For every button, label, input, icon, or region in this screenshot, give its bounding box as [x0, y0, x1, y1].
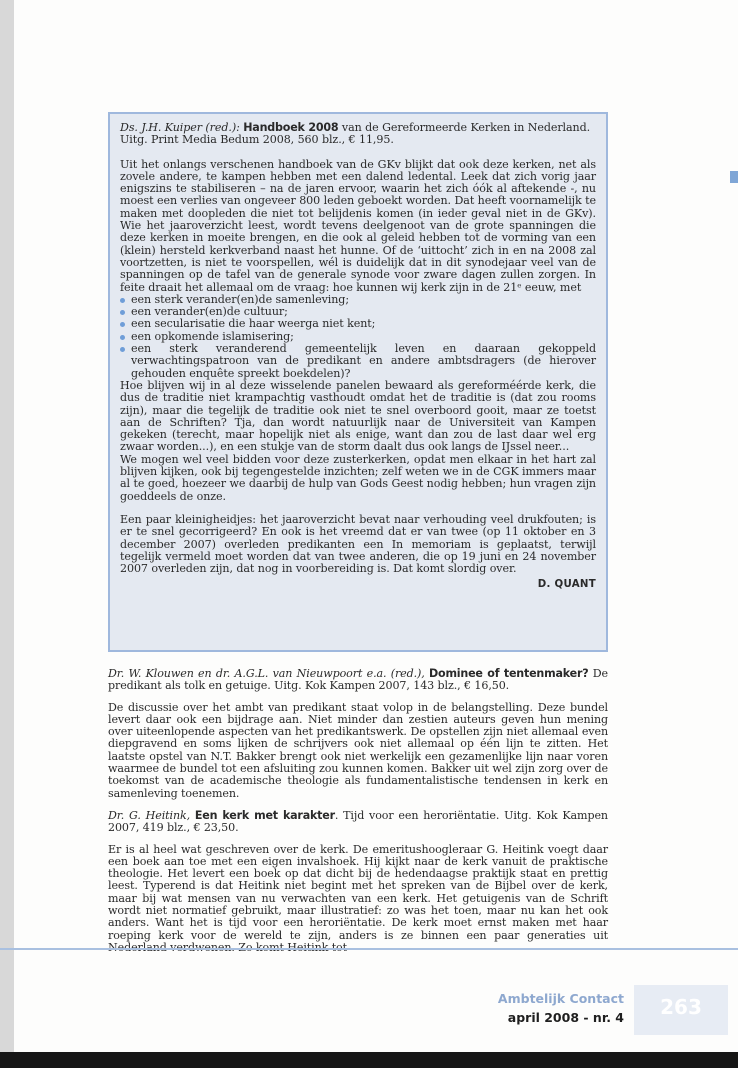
review-box-content: [120, 122, 596, 592]
footer-issue: april 2008 - nr. 4: [507, 1010, 624, 1025]
review2-citation: [108, 668, 608, 693]
review1-author: Ds. J.H. Kuiper (red.):: [120, 121, 240, 134]
bullet-item: een verander(en)de cultuur;: [120, 306, 596, 318]
section-tab-marker: [730, 171, 738, 183]
scan-edge: [0, 0, 14, 1068]
review3-title: Een kerk met karakter: [194, 808, 335, 822]
review1-title: Handboek 2008: [243, 121, 339, 134]
review1-paragraph-1: Uit het onlangs verschenen handboek van de GKv blijkt dat ook deze kerken, net als zovele andere, te kampen hebben met een dalend ledental. Leek dat zich vorig jaar enigszins te stabiliseren – na de jaren ervoor, waarin het zich óók al aftekende -, nu moest een verlies van ongeveer 800 leden geboekt worden. Dat heeft voornamelijk te maken met doopleden die niet tot belijdenis komen (in ieder geval niet in de GKv). Wie het jaaroverzicht leest, wordt tevens deelgenoot van de grote spanningen die deze kerken in moeite brengen, en die ook al geleid hebben tot de vorming van een (klein) hersteld kerkverband naast het hunne. Of de ‘uittocht’ zich in en na 2008 zal voortzetten, is niet te voorspellen, wél is duidelijk dat in dit synodejaar veel van de spanningen op de tafel van de generale synode voor zware dagen zullen zorgen. In feite draait het allemaal om de vraag: hoe kunnen wij kerk zijn in de 21ᵉ eeuw, met: [120, 157, 596, 294]
footer-rule: [0, 948, 738, 950]
review1-signature: D. QUANT: [537, 579, 596, 591]
bullet-item: een secularisatie die haar weerga niet kent;: [120, 318, 596, 330]
review1-paragraph-4: Een paar kleinigheidjes: het jaaroverzicht bevat naar verhouding veel drukfouten; is er te snel gecorrigeerd? En ook is het vreemd dat er van twee (op 11 oktober en 3 december 2007) overleden predikanten een In memoriam is geplaatst, terwijl tegelijk vermeld moet worden dat van twee anderen, die op 19 juni en 24 november 2007 overleden zijn, dat nog in voorbereiding is. Dat komt slordig over.: [120, 512, 596, 576]
review2-paragraph: De discussie over het ambt van predikant staat volop in de belangstelling. Deze bundel levert daar ook een bijdrage aan. Niet minder dan zestien auteurs geven hun mening over uiteenlopende aspecten van het predikantswerk. De opstellen zijn niet allemaal even diepgravend en soms lijken de schrijvers ook niet allemaal op één lijn te zitten. Het laatste opstel van N.T. Bakker brengt ook niet werkelijk een gezamenlijke lijn naar voren waarmee de bundel tot een afsluiting zou kunnen komen. Bakker uit wel zijn zorg over de toekomst van de academische theologie als fundamentalistische tendensen in kerk en samenleving toenemen.: [108, 700, 608, 800]
footer-magazine-title: Ambtelijk Contact: [497, 991, 624, 1006]
review1-citation-rest: van de Gereformeerde Kerken in Nederland. Uitg. Print Media Bedum 2008, 560 blz., € 11,95.: [120, 121, 591, 147]
review2-title: Dominee of tentenmaker?: [429, 667, 589, 680]
main-column: [108, 668, 608, 954]
bullet-item: een sterk verander(en)de samenleving;: [120, 294, 596, 306]
review2-author: Dr. W. Klouwen en dr. A.G.L. van Nieuwpoort e.a. (red.),: [108, 667, 425, 680]
review3-citation: [108, 810, 608, 835]
review1-paragraph-3: We mogen wel veel bidden voor deze zusterkerken, opdat men elkaar in het hart zal blijven kijken, ook bij tegengestelde inzichten; zelf weten we in de CGK immers maar al te goed, hoezeer we daarbij de hulp van Gods Geest nodig hebben; hun vragen zijn goeddeels de onze.: [120, 452, 596, 503]
scan-bottom-edge: [0, 1052, 738, 1068]
bullet-item: een opkomende islamisering;: [120, 331, 596, 343]
review-box-handboek: [108, 112, 608, 652]
review3-author: Dr. G. Heitink,: [108, 808, 191, 822]
review2-citation-rest: De predikant als tolk en getuige. Uitg. Kok Kampen 2007, 143 blz., € 16,50.: [108, 667, 609, 693]
review1-paragraph-2: Hoe blijven wij in al deze wisselende panelen bewaard als gereforméérde kerk, die dus de traditie niet krampachtig vasthoudt omdat het de traditie is (dat zou rooms zijn), maar die tegelijk de traditie ook niet te snel overboord gooit, maar ze toetst aan de Schriften? Tja, dan wordt natuurlijk naar de Universiteit van Kampen gekeken (terecht, maar hopelijk niet als enige, want dan zou de last daar wel erg zwaar worden...), en een stukje van de storm daalt dus ook langs de IJssel neer...: [120, 378, 596, 454]
review1-bullet-list: [120, 294, 596, 380]
review3-paragraph: Er is al heel wat geschreven over de kerk. De emeritushoogleraar G. Heitink voegt daar een boek aan toe met een eigen invalshoek. Hij kijkt naar de kerk vanuit de praktische theologie. Het levert een boek op dat dicht bij de hedendaagse praktijk staat en prettig leest. Typerend is dat Heitink niet begint met het spreken van de Bijbel over de kerk, maar bij wat mensen van nu verwachten van een kerk. Het getuigenis van de Schrift wordt niet normatief gebruikt, maar illustratief: zo was het toen, maar nu kan het ook anders. Want het is tijd voor een heroriëntatie. De kerk moet ernst maken met haar roeping kerk voor de wereld te zijn, anders is ze binnen een paar generaties uit: [108, 842, 608, 942]
review1-citation: [120, 122, 596, 147]
bullet-item: een sterk veranderend gemeentelijk leven en daaraan gekoppeld verwachtingspatroon van de predikant en andere ambtsdragers (de hierover gehouden enquête spreekt boekdelen)?: [120, 343, 596, 380]
review3-citation-rest: . Tijd voor een heroriëntatie. Uitg. Kok Kampen 2007, 419 blz., € 23,50.: [108, 808, 608, 835]
page-number: 263: [660, 995, 702, 1019]
